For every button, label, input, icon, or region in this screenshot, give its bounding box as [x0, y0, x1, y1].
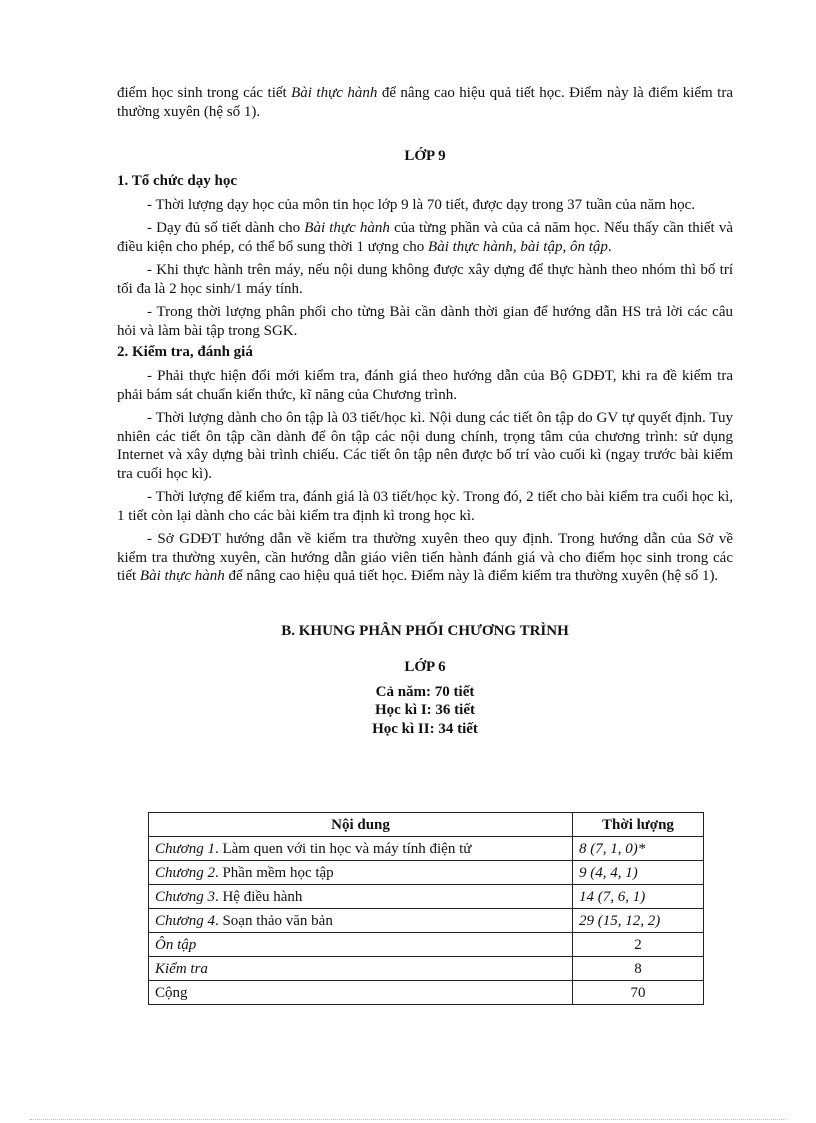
text-segment: để nâng cao hiệu quả tiết học. Điểm này là điểm kiểm tra thường xuyên (hệ số 1).	[224, 568, 719, 584]
summary-year: Cả năm: 70 tiết	[375, 683, 475, 700]
lop6-title: LỚP 6	[404, 659, 446, 675]
paragraph	[117, 530, 733, 586]
part-b-title: B. KHUNG PHÂN PHỐI CHƯƠNG TRÌNH	[281, 622, 569, 639]
content-label-italic: Ôn tập	[155, 936, 197, 953]
program-table	[148, 812, 704, 1005]
content-label: . Hệ điều hành	[214, 888, 303, 905]
content-label: . Phần mềm học tập	[214, 864, 334, 881]
document-page	[117, 84, 733, 738]
paragraph	[117, 409, 733, 483]
content-label-italic: Chương 2	[155, 864, 215, 881]
table-row	[149, 957, 704, 981]
text-segment: - Sở GDĐT hướng dẫn về kiểm tra thường xuyên theo quy định. Trong hướng dẫn của Sở về kiểm tra thường xuyên, cần hướng dẫn giáo viên tiến hành đánh giá và cho điểm học sinh trong các tiết	[117, 531, 733, 584]
paragraph	[117, 219, 733, 256]
paragraph	[117, 367, 733, 404]
summary-term-1: Học kì I: 36 tiết	[375, 702, 475, 718]
content-cell	[149, 885, 573, 909]
paragraph	[117, 196, 733, 215]
page-bottom-divider	[30, 1119, 786, 1120]
text-segment: - Dạy đủ số tiết dành cho	[147, 220, 305, 236]
content-label-italic: Chương 3	[155, 888, 215, 905]
paragraph	[117, 303, 733, 340]
text-segment: để nâng cao hiệu quả tiết học. Điểm này là điểm kiểm tra thường xuyên (hệ số 1).	[117, 85, 733, 120]
italic-text: Bài thực hành, bài tập, ôn tập	[428, 238, 608, 255]
content-label-italic: Chương 4	[155, 912, 215, 929]
text-segment: - Thời lượng dạy học của môn tin học lớp 9 là 70 tiết, được dạy trong 37 tuần của năm học.	[147, 196, 696, 213]
duration-cell: 9 (4, 4, 1)	[573, 861, 704, 885]
table-row	[149, 909, 704, 933]
text-segment: của từng phần và của cả năm học. Nếu thấy cần thiết và điều kiện cho phép, có thể bổ sung thời 1 ượng cho	[117, 220, 733, 255]
content-label-italic: Chương 1	[155, 840, 215, 857]
table-row	[149, 837, 704, 861]
paragraph	[117, 261, 733, 298]
duration-cell: 70	[573, 981, 704, 1005]
text-segment: .	[607, 238, 612, 255]
text-segment: - Thời lượng để kiểm tra, đánh giá là 03 tiết/học kỳ. Trong đó, 2 tiết cho bài kiểm tra cuối học kì, 1 tiết còn lại dành cho các bài kiểm tra định kì trong học kì.	[117, 489, 733, 524]
content-cell	[149, 933, 573, 957]
duration-cell: 8 (7, 1, 0)*	[573, 837, 704, 861]
section-1-body	[117, 196, 733, 341]
lop9-title: LỚP 9	[404, 148, 446, 164]
content-label: Cộng	[155, 984, 188, 1001]
section-1-heading: 1. Tổ chức dạy học	[117, 172, 237, 189]
content-cell	[149, 957, 573, 981]
table-row	[149, 981, 704, 1005]
table-row	[149, 933, 704, 957]
text-segment: - Trong thời lượng phân phối cho từng Bài cần dành thời gian để hướng dẫn HS trả lời các câu hỏi và làm bài tập trong SGK.	[117, 304, 733, 339]
intro-paragraphs	[117, 84, 733, 121]
content-cell	[149, 837, 573, 861]
duration-cell: 2	[573, 933, 704, 957]
summary-term-2: Học kì II: 34 tiết	[372, 720, 478, 737]
section-2-heading: 2. Kiểm tra, đánh giá	[117, 344, 253, 360]
duration-cell: 8	[573, 957, 704, 981]
text-segment: điểm học sinh trong các tiết	[117, 85, 292, 101]
table-row	[149, 885, 704, 909]
text-segment: - Phải thực hiện đổi mới kiểm tra, đánh giá theo hướng dẫn của Bộ GDĐT, khi ra đề kiểm tra phải bám sát chuẩn kiến thức, kĩ năng của Chương trình.	[117, 368, 733, 403]
header-duration: Thời lượng	[573, 813, 704, 837]
content-label-italic: Kiểm tra	[155, 960, 208, 977]
table-row	[149, 861, 704, 885]
summary	[117, 683, 733, 739]
duration-cell: 29 (15, 12, 2)	[573, 909, 704, 933]
italic-text: Bài thực hành	[304, 220, 390, 236]
content-cell	[149, 909, 573, 933]
text-segment: - Khi thực hành trên máy, nếu nội dung không được xây dựng để thực hành theo nhóm thì bố trí tối đa là 2 học sinh/1 máy tính.	[117, 262, 733, 297]
content-label: . Làm quen với tin học và máy tính điện tử	[214, 840, 472, 857]
content-label: . Soạn thảo văn bản	[214, 912, 333, 929]
header-content: Nội dung	[149, 813, 573, 837]
paragraph	[117, 488, 733, 525]
duration-cell: 14 (7, 6, 1)	[573, 885, 704, 909]
italic-text: Bài thực hành	[139, 568, 225, 584]
text-segment: - Thời lượng dành cho ôn tập là 03 tiết/học kì. Nội dung các tiết ôn tập do GV tự quyết định. Tuy nhiên các tiết ôn tập cần dành để ôn tập các nội dung chính, trọng tâm của chương trình: sử dụng Internet và xây dựng bài trình chiếu. Các tiết ôn tập nên được bố trí vào cuối kì (ngay trước bài kiểm tra cuối học kì).	[117, 410, 733, 482]
content-cell	[149, 981, 573, 1005]
content-cell	[149, 861, 573, 885]
italic-text: Bài thực hành	[291, 85, 378, 101]
paragraph	[117, 84, 733, 121]
section-2-body	[117, 367, 733, 586]
